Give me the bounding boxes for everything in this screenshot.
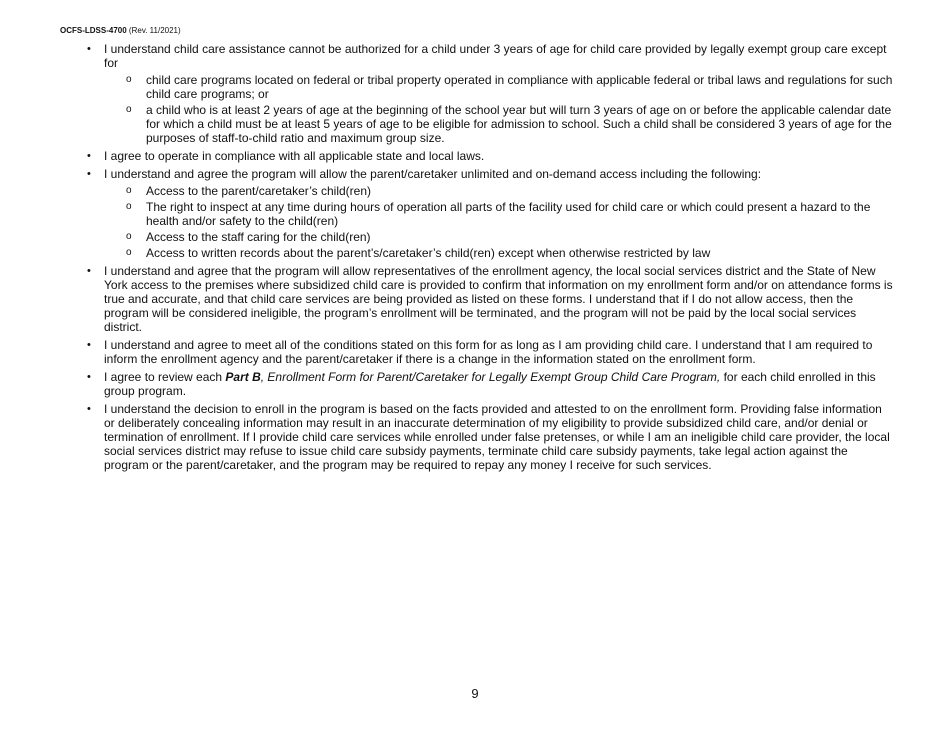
bullet-icon: • (87, 371, 91, 383)
bullet-icon: • (87, 265, 91, 277)
bullet-icon: • (87, 403, 91, 415)
list-item (84, 402, 894, 472)
bullet-icon: • (87, 339, 91, 351)
item-text: I understand and agree to meet all of the conditions stated on this form for as long as I am providing child care. I understand that I am required to inform the enrollment agency and the parent/caretaker if there is a change in the information stated on the enrollment form. (104, 338, 873, 366)
sub-list-item (104, 246, 894, 260)
bullet-icon: • (87, 168, 91, 180)
sub-list-item (104, 73, 894, 101)
list-item (84, 370, 894, 398)
item-text: I understand child care assistance cannot be authorized for a child under 3 years of age for child care provided by legally exempt group care except for (104, 42, 887, 70)
form-title-reference: , Enrollment Form for Parent/Caretaker for Legally Exempt Group Child Care Program, (260, 370, 721, 384)
sub-list (104, 73, 894, 145)
list-item (84, 338, 894, 366)
item-text: I agree to operate in compliance with all applicable state and local laws. (104, 149, 485, 163)
form-id: OCFS-LDSS-4700 (60, 26, 127, 35)
item-text-prefix: I agree to review each (104, 370, 226, 384)
form-header (60, 26, 181, 36)
sub-item-text: child care programs located on federal or tribal property operated in compliance with applicable federal or tribal laws and regulations for such child care programs; or (146, 73, 893, 101)
sub-list-item (104, 230, 894, 244)
sub-bullet-icon: o (126, 201, 132, 212)
sub-bullet-icon: o (126, 74, 132, 85)
sub-bullet-icon: o (126, 104, 132, 115)
bullet-icon: • (87, 150, 91, 162)
sub-item-text: Access to the staff caring for the child(ren) (146, 230, 371, 244)
form-revision: (Rev. 11/2021) (128, 26, 181, 35)
sub-item-text: Access to written records about the parent’s/caretaker’s child(ren) except when otherwise restricted by law (146, 246, 711, 260)
sub-list-item (104, 103, 894, 145)
sub-list (104, 184, 894, 260)
sub-item-text: a child who is at least 2 years of age at the beginning of the school year but will turn 3 years of age on or before the applicable calendar date for which a child must be at least 5 years of age to be eligible for admission to school. Such a child shall be considered 3 years of age for the purposes of staff-to-child ratio and maximum group size. (146, 103, 892, 145)
sub-list-item (104, 200, 894, 228)
sub-item-text: Access to the parent/caretaker’s child(ren) (146, 184, 371, 198)
document-body (84, 42, 894, 476)
sub-item-text: The right to inspect at any time during hours of operation all parts of the facility used for child care or which could present a hazard to the health and/or safety to the child(ren) (146, 200, 871, 228)
item-text: I understand and agree the program will allow the parent/caretaker unlimited and on-demand access including the following: (104, 167, 762, 181)
list-item (84, 149, 894, 163)
page-number: 9 (471, 686, 479, 701)
list-item (84, 42, 894, 145)
item-text: I understand the decision to enroll in the program is based on the facts provided and attested to on the enrollment form. Providing false information or deliberately concealing information may result in an inaccurate determination of my eligibility to provide subsidized child care, and/or denial or termination of enrollment. If I provide child care services while enrolled under false pretenses, or while I am an ineligible child care provider, the local social services district may refuse to issue child care subsidy payments, terminate child care subsidy payments, take legal action against the program or the parent/caretaker, and the program may be required to repay any money I receive for such services. (104, 402, 890, 472)
sub-list-item (104, 184, 894, 198)
list-item (84, 167, 894, 260)
part-b-reference: Part B (225, 370, 261, 384)
item-text: I understand and agree that the program will allow representatives of the enrollment agency, the local social services district and the State of New York access to the premises where subsidized child care is provided to confirm that information on my enrollment form and/or on attendance forms is true and accurate, and that child care services are being provided as listed on these forms. I understand that if I do not allow access, then the program will be considered ineligible, the program’s enrollment will be terminated, and the program will not be paid by the local social services district. (104, 264, 893, 334)
sub-bullet-icon: o (126, 185, 132, 196)
list-item (84, 264, 894, 334)
item-text-suffix: for each child enrolled in this group program. (104, 370, 876, 398)
sub-bullet-icon: o (126, 247, 132, 258)
sub-bullet-icon: o (126, 231, 132, 242)
bullet-icon: • (87, 43, 91, 55)
terms-list (84, 42, 894, 472)
